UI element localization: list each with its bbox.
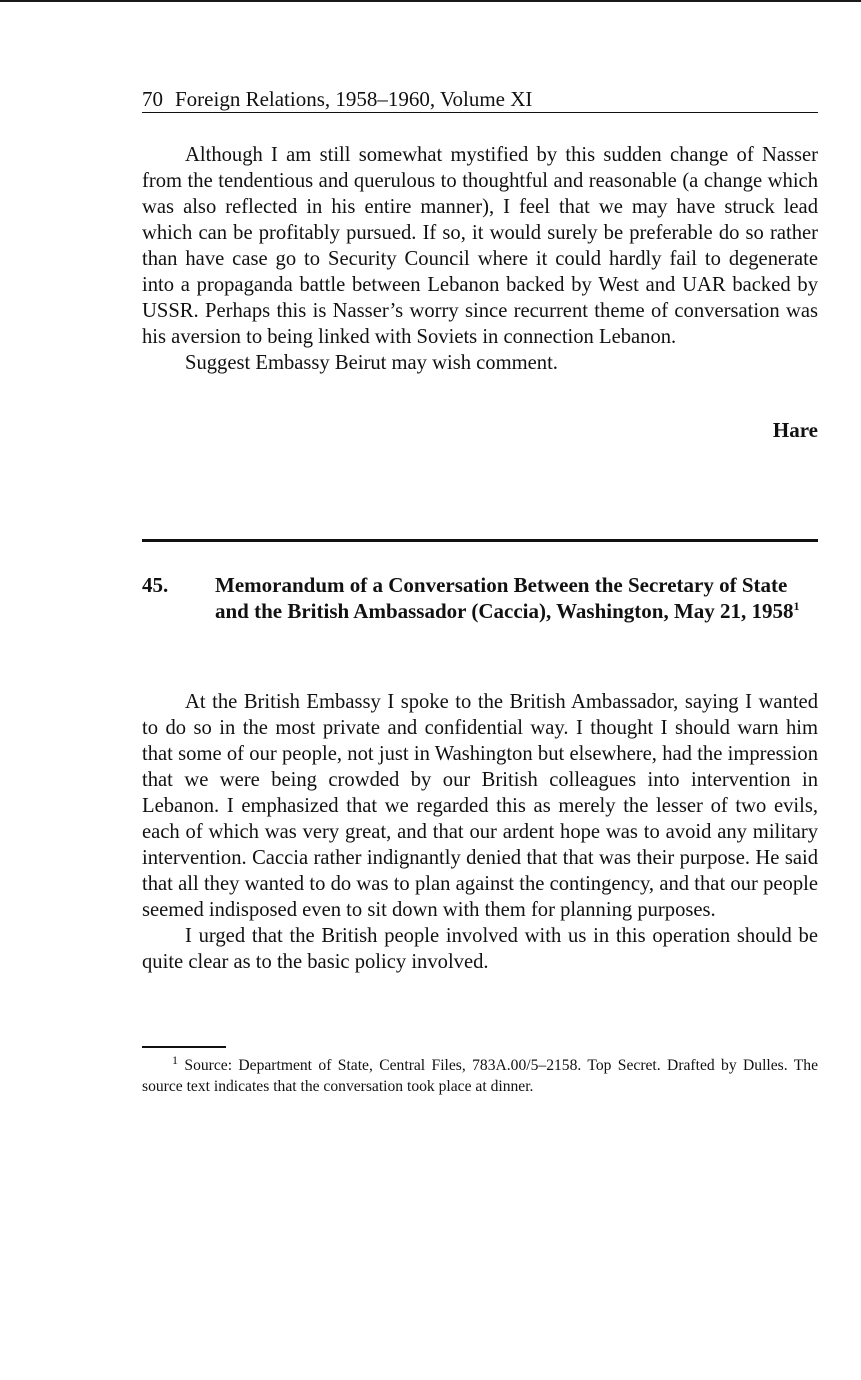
volume-title: Foreign Relations, 1958–1960, Volume XI	[175, 87, 533, 111]
body-paragraph: Suggest Embassy Beirut may wish comment.	[185, 352, 558, 374]
document-body	[142, 689, 818, 975]
scan-top-edge	[0, 0, 861, 2]
document-number: 45.	[142, 573, 169, 597]
footnote-rule	[142, 1046, 226, 1048]
body-paragraph: I urged that the British people involved with us in this operation should be quite clear as to the basic policy involved.	[142, 925, 818, 973]
document-title-text: Memorandum of a Conversation Between the Secretary of State and the British Ambassador (Caccia), Washington, May 21, 1958	[215, 573, 794, 623]
footnote-text: Source: Department of State, Central Files, 783A.00/5–2158. Top Secret. Drafted by Dulles. The source text indicates that the conversation took place at dinner.	[142, 1057, 818, 1095]
section-divider	[142, 539, 818, 542]
document-title	[215, 572, 815, 624]
footnote-marker: 1	[172, 1052, 178, 1067]
footnote	[142, 1052, 818, 1097]
page-number: 70	[142, 87, 163, 111]
running-head	[142, 86, 818, 113]
body-paragraph: Although I am still somewhat mystified by this sudden change of Nasser from the tendentious and querulous to thoughtful and reasonable (a change which was also reflected in his entire manner), I feel that we may have struck lead which can be profitably pursued. If so, it would surely be preferable do so rather than have case go to Security Council where it could hardly fail to degenerate into a propaganda battle between Lebanon backed by West and UAR backed by USSR. Perhaps this is Nasser’s worry since recurrent theme of conversation was his aversion to being linked with Soviets in connection Lebanon.	[142, 144, 818, 348]
previous-document-body	[142, 142, 818, 376]
footnote-ref: 1	[793, 599, 800, 613]
signature: Hare	[772, 418, 818, 442]
body-paragraph: At the British Embassy I spoke to the British Ambassador, saying I wanted to do so in the most private and confidential way. I thought I should warn him that some of our people, not just in Washington but elsewhere, had the impression that we were being crowded by our British colleagues into intervention in Lebanon. I emphasized that we regarded this as merely the lesser of two evils, each of which was very great, and that our ardent hope was to avoid any military intervention. Caccia rather indignantly denied that that was their purpose. He said that all they wanted to do was to plan against the contingency, and that our people seemed indisposed even to sit down with them for planning purposes.	[142, 691, 818, 921]
